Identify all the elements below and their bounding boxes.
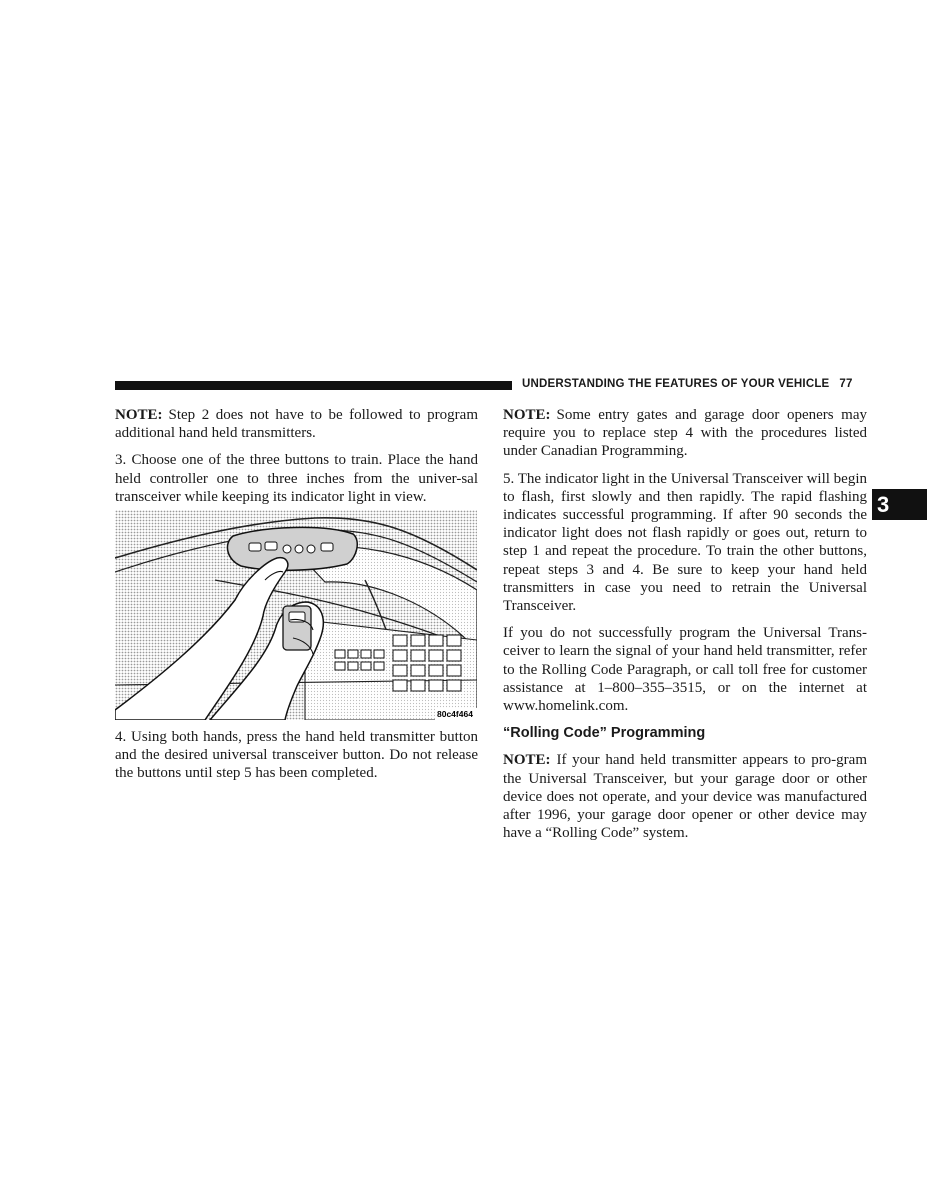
note-paragraph — [503, 406, 867, 461]
unsuccessful-paragraph: If you do not successfully program the Universal Trans-ceiver to learn the signal of your hand held transmitter, refer to the Rolling Code Paragraph, or call toll free for customer assistance at 1–800–355–3515, or on the internet at www.homelink.com. — [503, 625, 867, 715]
note-label: NOTE: — [503, 407, 551, 423]
note-label: NOTE: — [115, 407, 163, 423]
step-4-paragraph: 4. Using both hands, press the hand held transmitter button and the desired universal transceiver button. Do not release the buttons until step 5 has been completed. — [115, 729, 478, 782]
section-heading: “Rolling Code” Programming — [503, 725, 706, 742]
figure-code: 80c4f464 — [437, 709, 473, 719]
figure-illustration — [115, 510, 477, 720]
step-5-paragraph: 5. The indicator light in the Universal Transceiver will begin to flash, first slowly and then rapidly. The rapid flashing indicates successful programming. If after 90 seconds the indicator light does not flash rapidly or goes out, return to step 1 and repeat the procedure. To train the other buttons, repeat steps 3 and 4. Be sure to keep your hand held transmitters in case you need to retrain the Universal Transceiver. — [503, 470, 867, 615]
step-3-paragraph: 3. Choose one of the three buttons to train. Place the hand held controller one to three inches from the univer-sal transceiver while keeping its indicator light in view. — [115, 452, 478, 505]
note-text: Step 2 does not have to be followed to program additional hand held transmitters. — [115, 407, 478, 442]
running-header — [522, 378, 853, 390]
page-number: 77 — [839, 378, 853, 390]
chapter-tab: 3 — [872, 489, 927, 520]
note-paragraph — [115, 406, 478, 442]
note-label: NOTE: — [503, 752, 551, 769]
note-text: If your hand held transmitter appears to pro-gram the Universal Transceiver, but your garage door or other device does not operate, and your device was manufactured after 1996, your garage door opener or other device may have a “Rolling Code” system. — [503, 752, 867, 842]
left-column-lower — [115, 728, 478, 783]
section-title: UNDERSTANDING THE FEATURES OF YOUR VEHICLE — [522, 378, 830, 390]
header-rule — [115, 381, 512, 390]
right-column — [503, 406, 867, 851]
note-paragraph — [503, 751, 867, 842]
transceiver-illustration — [115, 510, 477, 720]
left-column — [115, 406, 478, 515]
note-text: Some entry gates and garage door openers may require you to replace step 4 with the procedures listed under Canadian Programming. — [503, 407, 867, 460]
